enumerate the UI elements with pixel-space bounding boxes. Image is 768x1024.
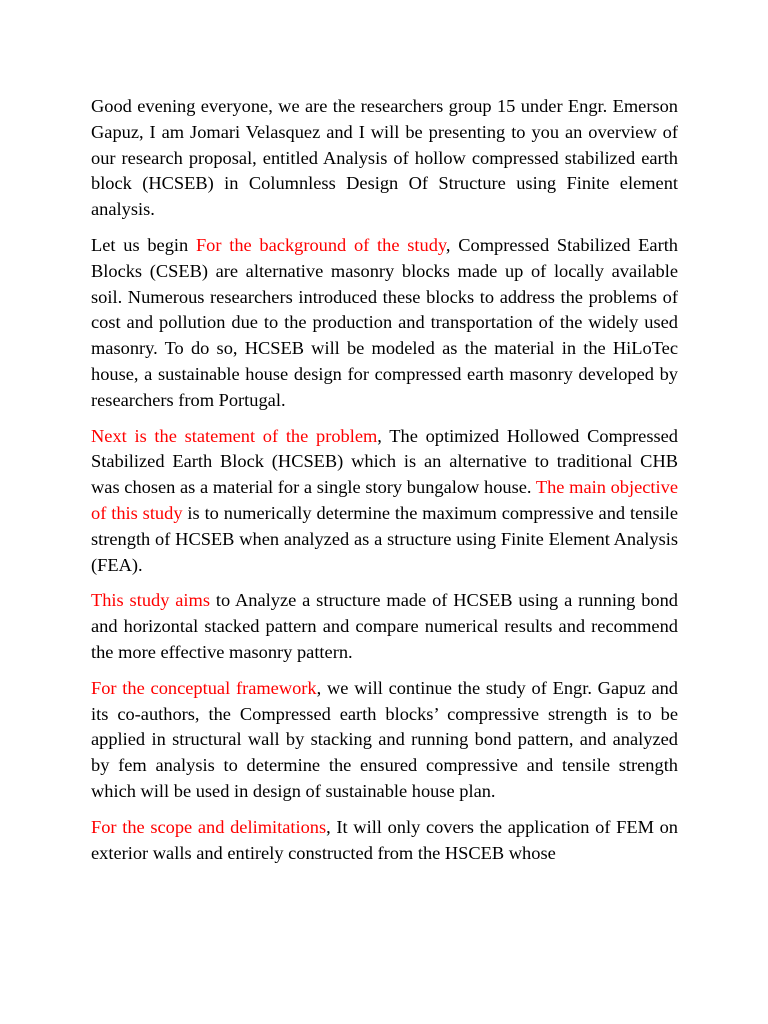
paragraph-conceptual-framework bbox=[91, 676, 678, 805]
highlighted-heading-phrase: Next is the statement of the problem bbox=[91, 425, 378, 446]
highlighted-heading-phrase: For the conceptual framework bbox=[91, 677, 317, 698]
highlighted-heading-phrase: For the scope and delimitations bbox=[91, 816, 327, 837]
paragraph-background bbox=[91, 233, 678, 414]
text-segment: is to numerically determine the maximum compressive and tensile strength of HCSEB when analyzed as a structure using Finite Element Analysis (FEA). bbox=[91, 502, 678, 575]
text-segment: , The optimized Hollowed Compressed Stabilized Earth Block (HCSEB) which is an alternative to traditional CHB was chosen as a material for a single story bungalow house. bbox=[91, 425, 678, 498]
text-segment: , we will continue the study of Engr. Gapuz and its co-authors, the Compressed earth blocks’ compressive strength is to be applied in structural wall by stacking and running bond pattern, and analyzed by fem analysis to determine the ensured compressive and tensile strength which will be used in design of sustainable house plan. bbox=[91, 677, 678, 801]
paragraph-scope-delimitations bbox=[91, 815, 678, 867]
paragraph-problem-statement bbox=[91, 424, 678, 579]
text-segment: , Compressed Stabilized Earth Blocks (CSEB) are alternative masonry blocks made up of locally available soil. Numerous researchers introduced these blocks to address the problems of cost and pollution due to the production and transportation of the widely used masonry. To do so, HCSEB will be modeled as the material in the HiLoTec house, a sustainable house design for compressed earth masonry developed by researchers from Portugal. bbox=[91, 234, 679, 410]
highlighted-heading-phrase: The main objective of this study bbox=[91, 477, 678, 523]
paragraph-introduction bbox=[91, 94, 678, 223]
text-segment: to Analyze a structure made of HCSEB using a running bond and horizontal stacked pattern and compare numerical results and recommend the more effective masonry pattern. bbox=[91, 590, 678, 662]
text-segment: Let us begin bbox=[91, 234, 196, 255]
paragraph-study-aims bbox=[91, 588, 678, 665]
text-segment: , It will only covers the application of FEM on exterior walls and entirely constructed from the HSCEB whose bbox=[91, 816, 678, 863]
highlighted-heading-phrase: This study aims bbox=[91, 590, 211, 611]
highlighted-heading-phrase: For the background of the study bbox=[195, 234, 446, 255]
text-segment: Good evening everyone, we are the researchers group 15 under Engr. Emerson Gapuz, I am Jomari Velasquez and I will be presenting to you an overview of our research proposal, entitled Analysis of hollow compressed stabilized earth block (HCSEB) in Columnless Design Of Structure using Finite element analysis. bbox=[91, 96, 678, 220]
